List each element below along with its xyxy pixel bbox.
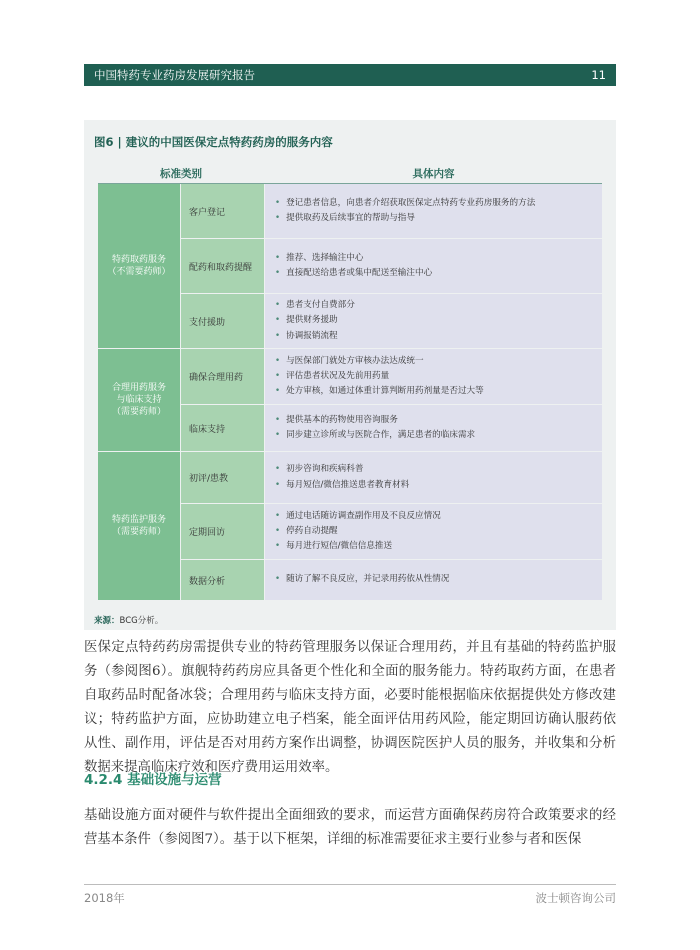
group-name: 特药监护服务 (111, 514, 166, 525)
bullet-item: • 推荐、选择输注中心 (275, 251, 602, 266)
content-cell (265, 452, 602, 503)
content-cell (265, 184, 602, 238)
footer-divider (84, 884, 616, 885)
bullet-item: • 处方审核，如通过体重计算判断用药剂量是否过大等 (275, 384, 602, 399)
column-header-content: 具体内容 (412, 168, 455, 180)
body-paragraph-1: 医保定点特药药房需提供专业的特药管理服务以保证合理用药，并且有基础的特药监护服务（参阅图6）。旗舰特药药房应具备更个性化和全面的服务能力。特药取药方面，在患者自取药品时配备冰袋；合理用药与临床支持方面，必要时能根据临床依据提供处方修改建议；特药监护方面，应协助建立电子档案，能全面评估用药风险，能定期回访确认服药依从性、副作用，评估是否对用药方案作出调整，协调医院医护人员的服务，并收集和分析数据来提高临床疗效和医疗费用运用效率。 (84, 640, 616, 775)
figure-6 (84, 120, 616, 630)
bullet-item: • 每月进行短信/微信信息推送 (275, 539, 602, 554)
subcategory-cell: 临床支持 (181, 405, 264, 451)
content-cell (265, 239, 602, 293)
group-dispensing (98, 184, 180, 348)
group-rational-use (98, 349, 180, 451)
source-label: 来源： (94, 616, 120, 626)
bullet-item: • 同步建立诊所或与医院合作，满足患者的临床需求 (275, 428, 602, 443)
column-header-category: 标准类别 (160, 168, 202, 180)
page-number: 11 (591, 68, 606, 82)
content-cell (265, 294, 602, 348)
bullet-item: • 通过电话随访调查副作用及不良反应情况 (275, 509, 602, 524)
footer-year: 2018年 (84, 891, 125, 905)
bullet-item: • 与医保部门就处方审核办法达成统一 (275, 354, 602, 369)
source-text: BCG分析。 (119, 616, 164, 626)
footer-company: 波士顿咨询公司 (535, 891, 616, 905)
bullet-item: • 提供取药及后续事宜的帮助与指导 (275, 211, 602, 226)
bullet-item: • 直接配送给患者或集中配送至输注中心 (275, 266, 602, 281)
bullet-item: • 评估患者状况及先前用药量 (275, 369, 602, 384)
content-cell (265, 560, 602, 600)
content-cell (265, 349, 602, 404)
group-name: 特药取药服务 (111, 254, 166, 265)
subcategory-cell: 客户登记 (181, 184, 264, 238)
subcategory-cell: 配药和取药提醒 (181, 239, 264, 293)
content-cell (265, 504, 602, 559)
bullet-item: • 初步咨询和疾病科普 (275, 462, 602, 477)
figure-source (94, 614, 163, 626)
figure-title: 图6 | 建议的中国医保定点特药药房的服务内容 (94, 135, 333, 149)
group-note: （不需要药师） (107, 267, 171, 277)
subcategory-cell: 确保合理用药 (181, 349, 264, 404)
bullet-item: • 登记患者信息，向患者介绍获取医保定点特药专业药房服务的方法 (275, 196, 602, 211)
subcategory-cell: 定期回访 (181, 504, 264, 559)
bullet-item: • 随访了解不良反应，并记录用药依从性情况 (275, 572, 602, 587)
bullet-item: • 每月短信/微信推送患者教育材料 (275, 478, 602, 493)
group-note: （需要药师） (111, 527, 166, 537)
bullet-item: • 患者支付自费部分 (275, 298, 602, 313)
group-name: 合理用药服务 (111, 382, 166, 393)
subcategory-cell: 初评/患教 (181, 452, 264, 503)
group-note: （需要药师） (111, 407, 166, 418)
group-monitoring (98, 452, 180, 600)
body-paragraph-2: 基础设施方面对硬件与软件提出全面细致的要求，而运营方面确保药房符合政策要求的经营基本条件（参阅图7）。基于以下框架，详细的标准需要征求主要行业参与者和医保 (84, 808, 616, 847)
report-title: 中国特药专业药房发展研究报告 (94, 68, 255, 82)
group-name-2: 与临床支持 (116, 394, 162, 405)
page-header (84, 64, 616, 86)
bullet-item: • 停药自动提醒 (275, 524, 602, 539)
subcategory-cell: 支付援助 (181, 294, 264, 348)
bullet-item: • 提供基本的药物使用咨询服务 (275, 413, 602, 428)
bullet-item: • 提供财务援助 (275, 313, 602, 328)
content-cell (265, 405, 602, 451)
bullet-item: • 协调报销流程 (275, 329, 602, 344)
subcategory-cell: 数据分析 (181, 560, 264, 600)
section-heading: 4.2.4 基础设施与运营 (84, 772, 222, 788)
